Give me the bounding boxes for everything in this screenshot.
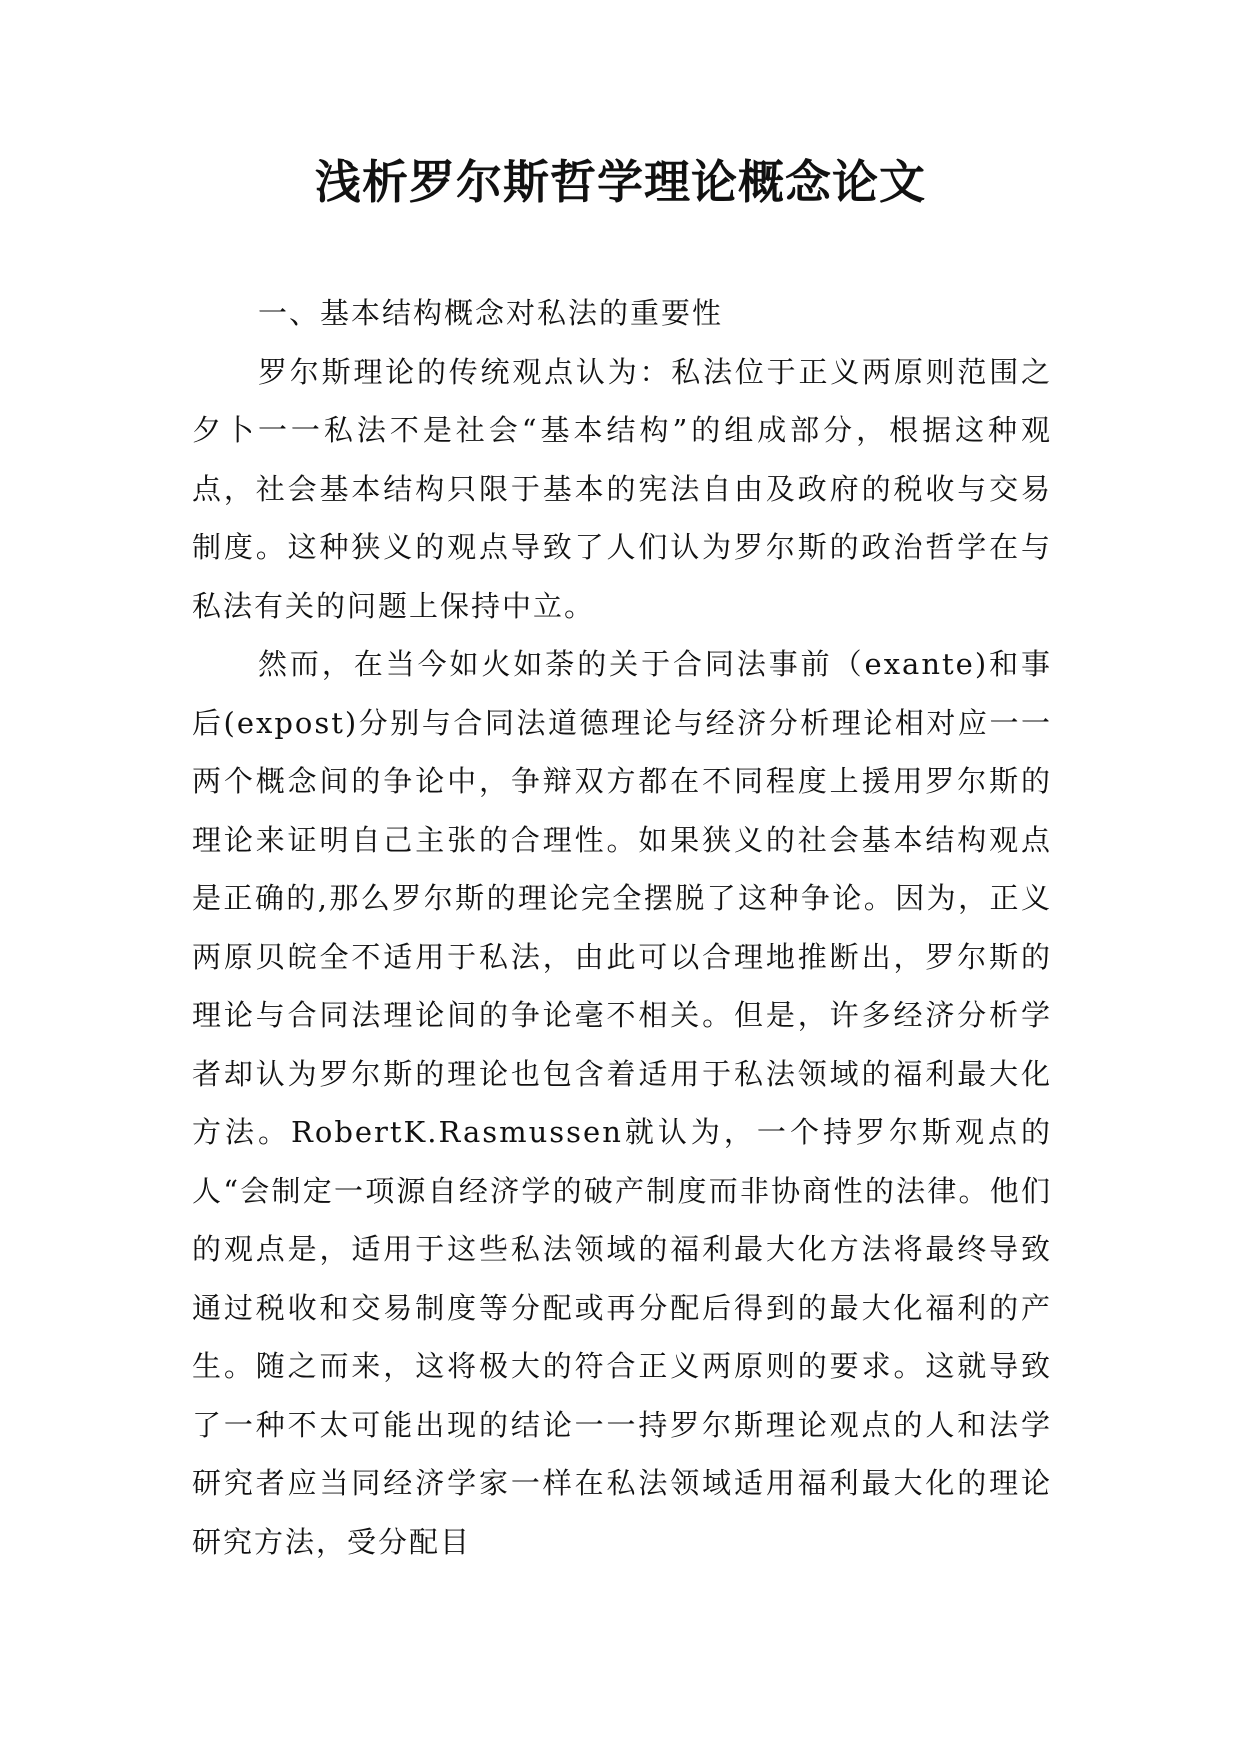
body-paragraph: 罗尔斯理论的传统观点认为：私法位于正义两原则范围之夕卜一一私法不是社会“基本结构”的组成部分，根据这种观点，社会基本结构只限于基本的宪法自由及政府的税收与交易制度。这种狭义的观点导致了人们认为罗尔斯的政治哲学在与私法有关的问题上保持中立。 <box>192 354 1052 623</box>
body-paragraph: 然而，在当今如火如荼的关于合同法事前（exante)和事后(expost)分别与合同法道德理论与经济分析理论相对应一一两个概念间的争论中，争辩双方都在不同程度上援用罗尔斯的理论来证明自己主张的合理性。如果狭义的社会基本结构观点是正确的,那么罗尔斯的理论完全摆脱了这种争论。因为，正义两原贝皖全不适用于私法，由此可以合理地推断出，罗尔斯的理论与合同法理论间的争论毫不相关。但是，许多经济分析学者却认为罗尔斯的理论也包含着适用于私法领域的福利最大化方法。RobertK.Rasmussen就认为，一个持罗尔斯观点的人“会制定一项源自经济学的破产制度而非协商性的法律。他们的观点是，适用于这些私法领域的福利最大化方法将最终导致通过税收和交易制度等分配或再分配后得到的最大化福利的产生。随之而来，这将极大的符合正义两原则的要求。这就导致了一种不太可能出现的结论一一持罗尔斯理论观点的人和法学研究者应当同经济学家一样在私法领域适用福利最大化的理论研究方法，受分配目 <box>192 647 1052 1559</box>
document-title: 浅析罗尔斯哲学理论概念论文 <box>315 155 926 209</box>
document-body <box>192 284 1052 1571</box>
section-heading: 一、基本结构概念对私法的重要性 <box>258 296 724 330</box>
